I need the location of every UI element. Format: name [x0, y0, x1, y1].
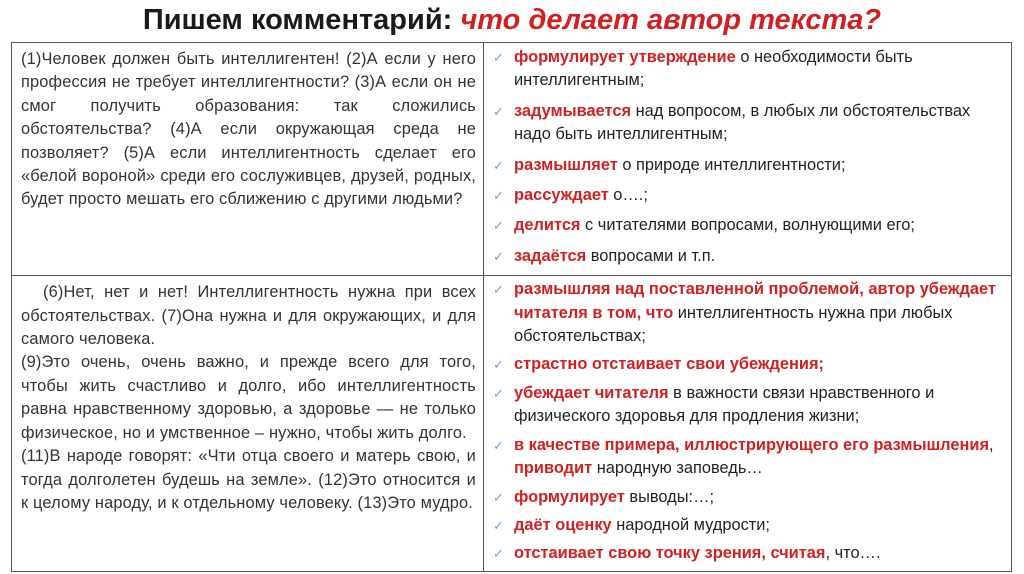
list-item: [484, 184, 1003, 207]
source-text: [12, 43, 483, 212]
item-text: о природе интеллигентности;: [617, 155, 846, 174]
list-item: [484, 514, 1003, 537]
checkmark-icon: ✓: [493, 546, 504, 562]
checkmark-icon: ✓: [493, 517, 504, 533]
item-text: о необходимости быть интеллигентным;: [514, 48, 913, 90]
checkmark-icon: ✓: [493, 50, 504, 65]
item-text: выводы:…;: [624, 487, 715, 506]
checkmark-icon: ✓: [493, 489, 504, 505]
item-text: вопросами и т.п.: [586, 246, 716, 265]
highlighted-phrase: приводит: [514, 459, 593, 478]
list-item: [484, 486, 1003, 509]
list-item: [484, 382, 1003, 429]
highlighted-phrase: задумывается: [514, 101, 632, 120]
checkmark-icon: ✓: [493, 103, 504, 119]
highlighted-phrase: размышляет: [514, 155, 618, 174]
highlighted-phrase: делится: [514, 216, 581, 235]
highlighted-phrase: даёт оценку: [514, 515, 612, 534]
item-text: народной мудрости;: [611, 515, 770, 534]
checkmark-icon: ✓: [493, 437, 504, 453]
source-paragraph: (9)Это очень, очень важно, и прежде всего для того, чтобы жить счастливо и долго, ибо интеллигентность равна нравственному здоровью, а здоровье — не только физическое, но и умственное – нужно, чтобы жить долго.: [21, 353, 476, 442]
list-item: [484, 100, 1003, 147]
checkmark-icon: ✓: [493, 385, 504, 401]
item-text: с читателями вопросами, волнующими его;: [580, 216, 915, 235]
checkmark-icon: ✓: [493, 157, 504, 173]
source-paragraph: (6)Нет, нет и нет! Интеллигентность нужна при всех обстоятельствах. (7)Она нужна и для окружающих, и для самого человека.: [21, 283, 476, 349]
highlighted-phrase: формулирует: [514, 487, 625, 506]
highlighted-phrase: в качестве примера, иллюстрирующего его размышления: [514, 435, 990, 454]
source-text-cell: [12, 43, 484, 276]
list-item: [484, 542, 1003, 565]
highlighted-phrase: рассуждает: [514, 186, 609, 205]
table-row: [12, 276, 1012, 571]
title-highlight: что делает автор текста?: [460, 4, 882, 36]
title-prefix: Пишем комментарий:: [142, 4, 461, 36]
list-item: [484, 154, 1003, 177]
item-text: ,: [989, 435, 994, 454]
highlighted-phrase: задаётся: [514, 246, 587, 265]
item-text: о….;: [608, 186, 648, 205]
checkmark-icon: ✓: [493, 282, 504, 298]
author-actions-cell: [484, 276, 1012, 571]
checkmark-icon: ✓: [493, 188, 504, 204]
list-item: [484, 353, 1003, 376]
list-item: [484, 46, 1003, 93]
list-item: [484, 434, 1003, 481]
highlighted-phrase: размышляя над поставленной проблемой, автор убеждает читателя в том, что: [514, 280, 996, 322]
source-text-cell: [12, 276, 484, 571]
checkmark-icon: ✓: [493, 248, 504, 264]
source-paragraph: (1)Человек должен быть интеллигентен! (2)А если у него профессия не требует интеллигентности? (3)А если он не смог получить образования: так сложились обстоятельства? (4)А если окружающая среда не позволяет? (5)А если интеллигентность сделает его «белой вороной» среди его сослуживцев, друзей, родных, будет просто мешать его сближению с другими людьми?: [21, 50, 476, 209]
author-actions-list: [484, 43, 1011, 268]
author-actions-cell: [484, 43, 1012, 276]
author-actions-list: [484, 276, 1011, 565]
item-text: в важности связи нравственного и физического здоровья для продления жизни;: [514, 383, 935, 426]
highlighted-phrase: формулирует утверждение: [514, 48, 736, 66]
highlighted-phrase: страстно отстаивает свои убеждения;: [514, 355, 824, 374]
checkmark-icon: ✓: [493, 357, 504, 373]
highlighted-phrase: убеждает читателя: [514, 383, 669, 402]
page-title: [0, 0, 1024, 40]
table-row: [12, 43, 1012, 276]
list-item: [484, 278, 1003, 348]
checkmark-icon: ✓: [493, 218, 504, 234]
source-paragraph: (11)В народе говорят: «Чти отца своего и матерь свою, и тогда долголетен будешь на земле». (12)Это относится и к целому народу, и к отдельному человеку. (13)Это мудро.: [21, 447, 476, 512]
item-text: , что….: [825, 544, 881, 563]
highlighted-phrase: отстаивает свою точку зрения, считая: [514, 544, 826, 563]
list-item: [484, 245, 1003, 268]
item-text: народную заповедь…: [592, 459, 763, 478]
list-item: [484, 214, 1003, 237]
item-text: интеллигентность нужна при любых обстоятельствах;: [514, 303, 953, 346]
item-text: над вопросом, в любых ли обстоятельствах надо быть интеллигентным;: [514, 101, 971, 144]
comment-table: [11, 42, 1012, 572]
source-text: [12, 276, 483, 515]
